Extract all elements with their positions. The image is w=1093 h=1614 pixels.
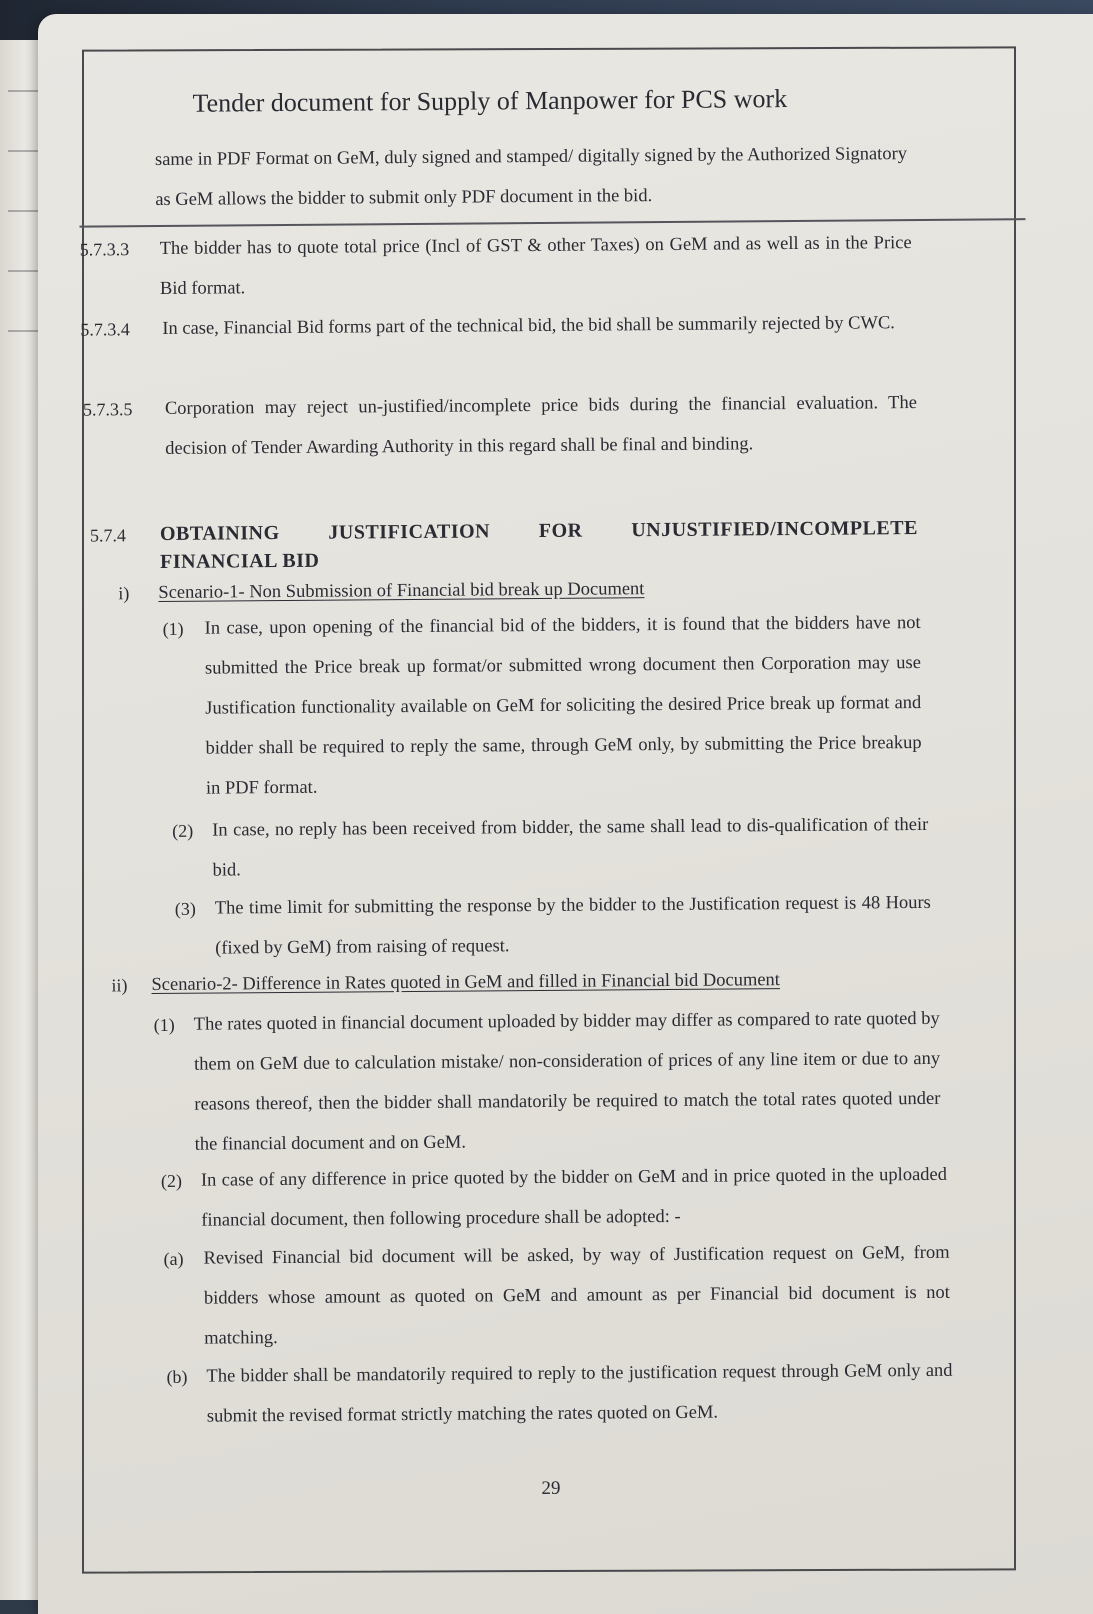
scenario-marker: ii) — [111, 975, 128, 996]
scenario-title: Scenario-2- Difference in Rates quoted in GeM and filled in Financial bid Document — [151, 970, 780, 996]
item-marker: (a) — [163, 1248, 184, 1269]
page-number: 29 — [541, 1477, 561, 1500]
item-marker: (2) — [160, 1170, 183, 1191]
scenario-marker: i) — [118, 583, 130, 604]
clause-text: The bidder has to quote total price (Incl of GST & other Taxes) on GeM and as well as in the Price Bid format. — [159, 233, 912, 299]
section-number: 5.7.4 — [89, 525, 126, 546]
item-text: The rates quoted in financial document uploaded by bidder may differ as compared to rate quoted by them on GeM due to calculation mistake/ non-consideration of prices of any line item or due to any reasons thereof, then the bidder shall mandatorily be required to match the total rates quoted under the financial document and on GeM. — [193, 1008, 941, 1155]
document-title: Tender document for Supply of Manpower for PCS work — [192, 84, 788, 118]
item-text: The bidder shall be mandatorily required to reply to the justification request through GeM only and submit the revised format strictly matching the rates quoted on GeM. — [206, 1360, 953, 1427]
item-marker: (1) — [162, 618, 184, 639]
item-marker: (2) — [172, 820, 194, 841]
clause-number: 5.7.3.3 — [79, 239, 130, 260]
clause-number: 5.7.3.4 — [80, 319, 130, 340]
item-marker: (3) — [174, 898, 196, 919]
intro-paragraph: same in PDF Format on GeM, duly signed and stamped/ digitally signed by the Authorized Signatory as GeM allows the bidder to submit only PDF document in the bid. — [154, 144, 908, 211]
clause-number: 5.7.3.5 — [82, 399, 133, 420]
item-text: The time limit for submitting the response by the bidder to the Justification request is 48 Hours (fixed by GeM) from raising of request. — [214, 892, 931, 959]
item-marker: (1) — [153, 1014, 175, 1036]
item-text: In case of any difference in price quoted by the bidder on GeM and in price quoted in the uploaded financial document, then following procedure shall be adopted: - — [200, 1164, 948, 1231]
clause-text: In case, Financial Bid forms part of the technical bid, the bid shall be summarily rejected by CWC. — [162, 313, 895, 339]
section-heading: OBTAINING JUSTIFICATION FOR UNJUSTIFIED/INCOMPLETE — [159, 517, 918, 545]
clause-text: Corporation may reject un-justified/incomplete price bids during the financial evaluation. The decision of Tender Awarding Authority in this regard shall be final and binding. — [164, 393, 917, 459]
item-marker: (b) — [166, 1366, 188, 1387]
section-heading-continued: FINANCIAL BID — [160, 549, 320, 573]
item-text: In case, no reply has been received from bidder, the same shall lead to dis-qualification of their bid. — [212, 814, 929, 881]
item-text: In case, upon opening of the financial bid of the bidders, it is found that the bidders have not submitted the Price break up format/or submitted wrong document then Corporation may use Justification functionality available on GeM for soliciting the desired Price break up format and bidder shall be required to reply the same, through GeM only, by submitting the Price breakup in PDF format. — [204, 613, 922, 799]
item-text: Revised Financial bid document will be asked, by way of Justification request on GeM, from bidders whose amount as quoted on GeM and amount as per Financial bid document is not matching. — [203, 1242, 950, 1349]
scenario-title: Scenario-1- Non Submission of Financial bid break up Document — [158, 579, 645, 603]
